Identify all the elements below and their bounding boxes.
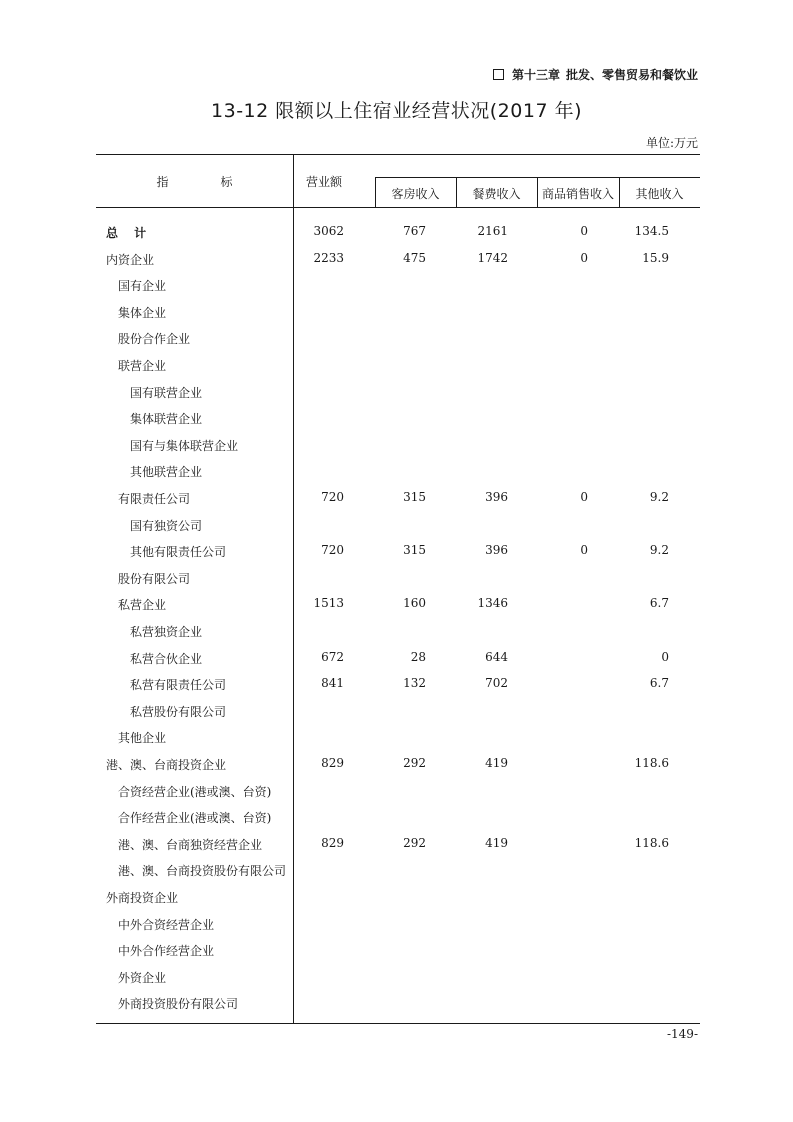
row-label: 私营股份有限公司 bbox=[130, 704, 227, 719]
cell-room: 292 bbox=[403, 756, 426, 770]
header-other: 其他收入 bbox=[635, 187, 684, 201]
table-row bbox=[96, 224, 700, 244]
row-label: 总 计 bbox=[106, 226, 153, 240]
cell-food: 1346 bbox=[477, 596, 508, 611]
table-row bbox=[96, 703, 700, 723]
table-row bbox=[96, 969, 700, 989]
cell-total: 720 bbox=[321, 490, 344, 504]
running-head bbox=[493, 66, 698, 83]
square-box-icon bbox=[493, 69, 504, 80]
chapter-number: 第十三章 bbox=[511, 68, 560, 82]
chapter-title: 批发、零售贸易和餐饮业 bbox=[565, 68, 698, 82]
table-header-rule bbox=[96, 207, 700, 208]
table-row bbox=[96, 942, 700, 962]
cell-room: 292 bbox=[403, 835, 426, 850]
cell-total: 829 bbox=[321, 835, 344, 850]
cell-other: 6.7 bbox=[649, 596, 669, 611]
page-number: -149- bbox=[666, 1027, 698, 1041]
table-row bbox=[96, 729, 700, 749]
row-label: 其他有限责任公司 bbox=[130, 545, 227, 560]
cell-total: 3062 bbox=[313, 224, 344, 238]
row-label: 中外合资经营企业 bbox=[118, 917, 215, 932]
table-row bbox=[96, 357, 700, 377]
table-row bbox=[96, 437, 700, 457]
cell-food: 419 bbox=[485, 756, 508, 770]
table-row bbox=[96, 251, 700, 271]
table-row bbox=[96, 543, 700, 563]
table-row bbox=[96, 330, 700, 350]
row-label: 合资经营企业(港或澳、台资) bbox=[118, 784, 272, 799]
row-label: 国有与集体联营企业 bbox=[130, 438, 239, 453]
header-food: 餐费收入 bbox=[472, 187, 521, 201]
row-label: 有限责任公司 bbox=[118, 492, 191, 506]
row-label: 外商投资股份有限公司 bbox=[118, 997, 239, 1012]
row-label: 国有企业 bbox=[118, 279, 167, 294]
row-label: 私营合伙企业 bbox=[130, 651, 203, 666]
table-row bbox=[96, 304, 700, 324]
cell-food: 396 bbox=[485, 543, 508, 558]
row-label: 联营企业 bbox=[118, 359, 167, 373]
cell-other: 118.6 bbox=[634, 835, 669, 850]
table-top-rule bbox=[96, 154, 700, 155]
cell-room: 28 bbox=[410, 649, 426, 664]
table-row bbox=[96, 889, 700, 909]
row-label: 港、澳、台商独资经营企业 bbox=[118, 837, 263, 852]
row-label: 私营有限责任公司 bbox=[130, 678, 227, 693]
cell-food: 2161 bbox=[477, 224, 508, 238]
cell-food: 419 bbox=[485, 835, 508, 850]
header-total: 营业额 bbox=[306, 175, 343, 189]
row-label: 中外合作经营企业 bbox=[118, 944, 215, 959]
cell-other: 0 bbox=[661, 649, 669, 664]
row-label: 国有联营企业 bbox=[130, 385, 203, 400]
table-row bbox=[96, 836, 700, 856]
cell-goods: 0 bbox=[580, 543, 588, 558]
unit-label: 单位:万元 bbox=[645, 136, 698, 150]
row-label: 集体企业 bbox=[118, 305, 167, 320]
cell-room: 132 bbox=[403, 676, 426, 691]
header-room: 客房收入 bbox=[391, 187, 440, 201]
table-row bbox=[96, 650, 700, 670]
cell-other: 118.6 bbox=[634, 756, 669, 770]
table-row bbox=[96, 676, 700, 696]
table-row bbox=[96, 596, 700, 616]
cell-total: 841 bbox=[321, 676, 344, 691]
header-goods: 商品销售收入 bbox=[541, 187, 614, 201]
page-title: 13-12 限额以上住宿业经营状况(2017 年) bbox=[211, 100, 582, 122]
cell-food: 396 bbox=[485, 490, 508, 504]
header-indicator-a: 指 bbox=[156, 175, 169, 189]
cell-room: 475 bbox=[403, 250, 426, 265]
header-indicator bbox=[96, 173, 293, 190]
cell-goods: 0 bbox=[580, 490, 588, 504]
row-label: 国有独资公司 bbox=[130, 518, 203, 533]
table-row bbox=[96, 517, 700, 537]
row-label: 其他联营企业 bbox=[130, 465, 203, 480]
cell-total: 672 bbox=[321, 649, 344, 664]
table-row bbox=[96, 756, 700, 776]
table-row bbox=[96, 490, 700, 510]
row-label: 股份合作企业 bbox=[118, 332, 191, 347]
table-row bbox=[96, 783, 700, 803]
cell-total: 720 bbox=[321, 543, 344, 558]
row-label: 私营独资企业 bbox=[130, 625, 203, 639]
cell-total: 829 bbox=[321, 756, 344, 770]
row-label: 其他企业 bbox=[118, 731, 167, 746]
table-row bbox=[96, 623, 700, 643]
table-row bbox=[96, 410, 700, 430]
row-label: 私营企业 bbox=[118, 598, 167, 613]
cell-room: 315 bbox=[403, 490, 426, 504]
row-label: 外商投资企业 bbox=[106, 891, 179, 905]
table-row bbox=[96, 916, 700, 936]
row-label: 港、澳、台商投资股份有限公司 bbox=[118, 864, 287, 879]
row-label: 港、澳、台商投资企业 bbox=[106, 758, 227, 772]
cell-other: 6.7 bbox=[649, 676, 669, 691]
cell-room: 767 bbox=[403, 224, 426, 238]
table-row bbox=[96, 463, 700, 483]
cell-food: 1742 bbox=[477, 250, 508, 265]
table-bottom-rule bbox=[96, 1023, 700, 1024]
row-label: 合作经营企业(港或澳、台资) bbox=[118, 811, 272, 826]
table-row bbox=[96, 277, 700, 297]
cell-room: 160 bbox=[403, 596, 426, 611]
cell-food: 702 bbox=[485, 676, 508, 691]
table-row bbox=[96, 809, 700, 829]
cell-goods: 0 bbox=[580, 250, 588, 265]
row-label: 内资企业 bbox=[106, 252, 155, 267]
cell-other: 9.2 bbox=[649, 543, 669, 558]
cell-room: 315 bbox=[403, 543, 426, 558]
table-row bbox=[96, 995, 700, 1015]
row-label: 股份有限公司 bbox=[118, 571, 191, 586]
cell-total: 2233 bbox=[313, 250, 344, 265]
table-row bbox=[96, 570, 700, 590]
row-label: 集体联营企业 bbox=[130, 412, 203, 427]
cell-food: 644 bbox=[485, 649, 508, 664]
cell-total: 1513 bbox=[313, 596, 344, 611]
cell-other: 134.5 bbox=[634, 224, 669, 238]
row-label: 外资企业 bbox=[118, 970, 167, 985]
table-row bbox=[96, 384, 700, 404]
cell-goods: 0 bbox=[580, 224, 588, 238]
cell-other: 15.9 bbox=[642, 250, 669, 265]
table-row bbox=[96, 862, 700, 882]
header-indicator-b: 标 bbox=[220, 175, 233, 189]
cell-other: 9.2 bbox=[649, 490, 669, 504]
